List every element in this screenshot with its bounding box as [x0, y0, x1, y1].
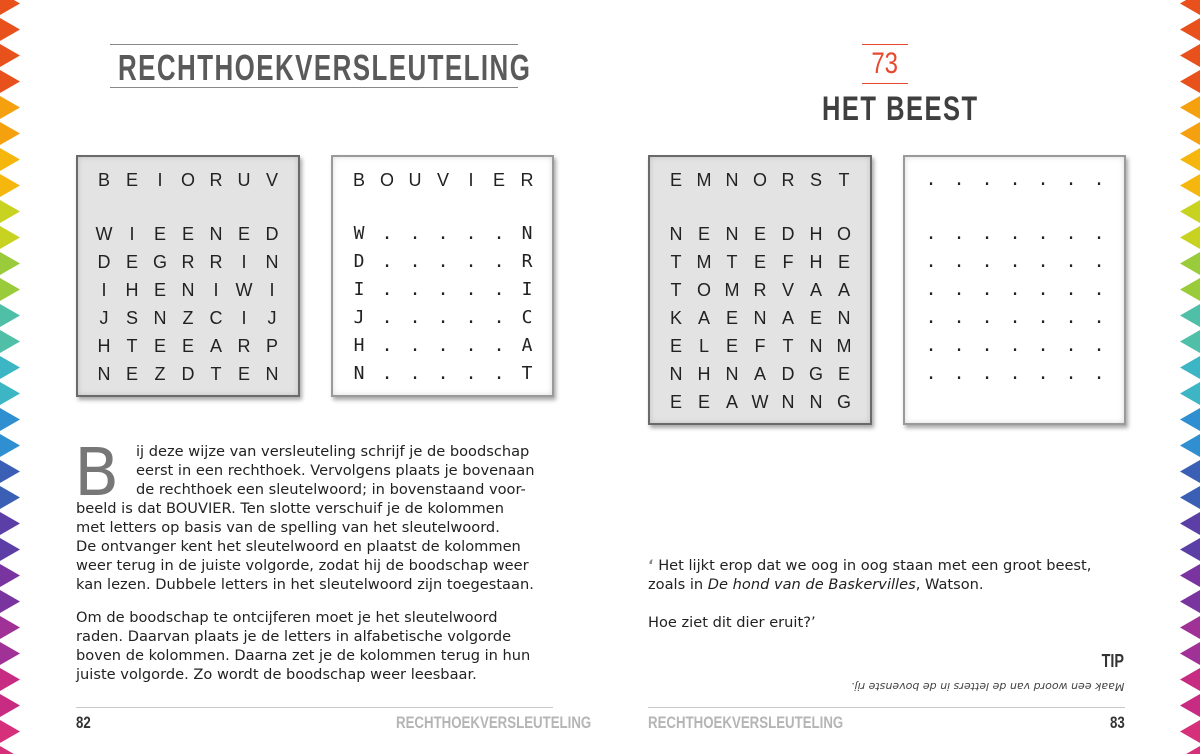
triangle-mark	[1180, 122, 1200, 145]
triangle-mark	[1180, 434, 1200, 457]
grid-letter: J	[267, 308, 277, 328]
grid-letter: G	[808, 364, 823, 384]
triangle-mark	[1180, 616, 1200, 639]
puzzle-title: HET BEEST	[822, 90, 979, 128]
example-sorted-grid	[76, 155, 300, 397]
grid-letter: A	[209, 336, 222, 356]
triangle-mark	[1180, 538, 1200, 561]
decorative-triangle-stripe-right	[1180, 0, 1200, 754]
grid-letter: A	[753, 364, 766, 384]
grid-row: .......	[925, 363, 1122, 384]
grid-letter: V	[436, 170, 449, 190]
page-number-right: 83	[1110, 713, 1125, 732]
grid-letter: H	[809, 252, 823, 272]
triangle-mark	[0, 616, 20, 639]
triangle-mark	[0, 278, 20, 301]
book-title: De hond van de Baskervilles	[707, 576, 916, 593]
grid-letter: A	[725, 392, 738, 412]
grid-letter: R	[781, 170, 795, 190]
grid-letter: N	[809, 392, 823, 412]
triangle-mark	[1180, 96, 1200, 119]
grid-letter: A	[697, 308, 710, 328]
text-line: ij deze wijze van versleuteling schrijf je de boodschap	[136, 443, 530, 460]
grid-letter: P	[265, 336, 278, 356]
grid-letter: E	[125, 170, 138, 190]
triangle-mark	[1180, 148, 1200, 171]
triangle-mark	[0, 408, 20, 431]
grid-letter: J	[99, 308, 109, 328]
question: Hoe ziet dit dier eruit?’	[648, 614, 816, 631]
grid-letter: E	[697, 224, 710, 244]
grid-letter: N	[837, 308, 851, 328]
triangle-mark	[1180, 382, 1200, 405]
triangle-mark	[0, 70, 20, 93]
triangle-mark	[0, 720, 20, 743]
quote-line: Het lijkt erop dat we oog in oog staan met een groot beest,	[658, 557, 1092, 574]
chapter-title	[110, 44, 532, 88]
grid-letter: W	[235, 280, 253, 300]
grid-row: D.....R	[353, 251, 550, 272]
triangle-mark	[0, 174, 20, 197]
grid-letter: N	[669, 224, 683, 244]
triangle-mark	[1180, 720, 1200, 743]
text-line: boven de kolommen. Daarna zet je de kolommen terug in hun	[76, 647, 531, 664]
grid-letter: I	[101, 280, 107, 300]
grid-letter: V	[781, 280, 794, 300]
grid-letter: N	[781, 392, 795, 412]
grid-letter: E	[725, 308, 738, 328]
triangle-mark	[1180, 590, 1200, 613]
triangle-mark	[0, 226, 20, 249]
grid-letter: D	[781, 364, 795, 384]
triangle-mark	[0, 18, 20, 41]
grid-letter: E	[153, 280, 166, 300]
text-line: Om de boodschap te ontcijferen moet je het sleutelwoord	[76, 609, 498, 626]
drop-cap: B	[74, 434, 120, 511]
quote	[648, 556, 1091, 632]
triangle-mark	[0, 330, 20, 353]
grid-letter: R	[209, 252, 223, 272]
grid-letter: E	[753, 224, 766, 244]
grid-letter: E	[753, 252, 766, 272]
triangle-mark	[1180, 694, 1200, 717]
triangle-mark	[0, 0, 20, 15]
intro-paragraph-indented	[136, 442, 534, 499]
text-line: kan lezen. Dubbele letters in het sleutelwoord zijn toegestaan.	[76, 576, 534, 593]
grid-row: H.....A	[353, 335, 550, 356]
grid-letter: B	[352, 170, 365, 190]
grid-letter: L	[698, 336, 709, 356]
triangle-mark	[0, 564, 20, 587]
grid-letter: N	[669, 364, 683, 384]
grid-row: J.....C	[353, 307, 550, 328]
triangle-mark	[1180, 564, 1200, 587]
grid-letter: O	[752, 170, 767, 190]
grid-letter: S	[125, 308, 138, 328]
grid-letter: A	[809, 280, 822, 300]
grid-letter: E	[697, 392, 710, 412]
grid-letter: R	[753, 280, 767, 300]
decrypt-paragraph	[76, 608, 530, 684]
grid-letter: I	[468, 170, 474, 190]
grid-letter: N	[753, 308, 767, 328]
grid-letter: G	[836, 392, 851, 412]
grid-row: N.....T	[353, 363, 550, 384]
running-title-right: RECHTHOEKVERSLEUTELING	[648, 713, 844, 732]
triangle-mark	[1180, 642, 1200, 665]
grid-letter: N	[265, 252, 279, 272]
triangle-mark	[0, 512, 20, 535]
grid-row: .......	[925, 335, 1122, 356]
grid-row: .......	[925, 223, 1122, 244]
footer-divider	[648, 707, 1125, 708]
grid-letter: O	[180, 170, 195, 190]
grid-letter: D	[781, 224, 795, 244]
grid-letter: Z	[154, 364, 166, 384]
grid-letter: M	[836, 336, 852, 356]
grid-letter: I	[269, 280, 275, 300]
grid-letter: E	[492, 170, 505, 190]
grid-letter: N	[265, 364, 279, 384]
grid-letter: E	[181, 336, 194, 356]
grid-letter: D	[97, 252, 111, 272]
triangle-mark	[0, 200, 20, 223]
tip-label: TIP	[1101, 651, 1124, 671]
grid-letter: R	[237, 336, 251, 356]
running-title-left: RECHTHOEKVERSLEUTELING	[396, 713, 592, 732]
grid-letter: N	[725, 170, 739, 190]
triangle-mark	[1180, 460, 1200, 483]
text-line: weer terug in de juiste volgorde, zodat hij de boodschap weer	[76, 557, 529, 574]
triangle-mark	[0, 590, 20, 613]
grid-row: .......	[925, 251, 1122, 272]
grid-letter: S	[809, 170, 822, 190]
triangle-mark	[0, 746, 20, 754]
grid-letter: T	[210, 364, 222, 384]
grid-letter: D	[265, 224, 279, 244]
grid-letter: I	[241, 252, 247, 272]
triangle-mark	[1180, 200, 1200, 223]
grid-letter: W	[95, 224, 113, 244]
grid-letter: E	[153, 336, 166, 356]
grid-letter: M	[696, 252, 712, 272]
grid-letter: O	[836, 224, 851, 244]
triangle-mark	[0, 96, 20, 119]
text-line: met letters op basis van de spelling van het sleutelwoord.	[76, 519, 500, 536]
triangle-mark	[0, 642, 20, 665]
grid-letter: C	[209, 308, 223, 328]
grid-row: W.....N	[353, 223, 550, 244]
grid-letter: N	[209, 224, 223, 244]
text-line: beeld is dat BOUVIER. Ten slotte verschuif je de kolommen	[76, 500, 504, 517]
grid-letter: Z	[182, 308, 194, 328]
grid-row: .......	[925, 307, 1122, 328]
quote-line: zoals in	[648, 576, 708, 593]
triangle-mark	[1180, 330, 1200, 353]
grid-letter: I	[157, 170, 163, 190]
triangle-mark	[0, 122, 20, 145]
text-line: De ontvanger kent het sleutelwoord en plaatst de kolommen	[76, 538, 521, 555]
grid-letter: R	[181, 252, 195, 272]
grid-letter: N	[725, 224, 739, 244]
grid-letter: E	[725, 336, 738, 356]
grid-letter: F	[754, 336, 766, 356]
grid-row: I.....I	[353, 279, 550, 300]
triangle-mark	[1180, 512, 1200, 535]
footer-divider	[76, 707, 553, 708]
decorative-triangle-stripe-left	[0, 0, 20, 754]
triangle-mark	[1180, 746, 1200, 754]
quote-line: , Watson.	[915, 576, 984, 593]
quote-mark-icon: ‘	[648, 557, 654, 574]
example-keyword-grid	[331, 155, 554, 397]
triangle-mark	[1180, 408, 1200, 431]
grid-letter: H	[809, 224, 823, 244]
grid-letter: W	[751, 392, 769, 412]
grid-letter: T	[670, 280, 682, 300]
grid-letter: M	[696, 170, 712, 190]
grid-row: .......	[925, 279, 1122, 300]
grid-letter: N	[809, 336, 823, 356]
triangle-mark	[0, 694, 20, 717]
triangle-mark	[0, 460, 20, 483]
grid-letter: R	[209, 170, 223, 190]
grid-letter: T	[670, 252, 682, 272]
text-line: juiste volgorde. Zo wordt de boodschap weer leesbaar.	[76, 666, 477, 683]
grid-letter: N	[725, 364, 739, 384]
triangle-mark	[0, 486, 20, 509]
triangle-mark	[0, 148, 20, 171]
grid-letter: B	[97, 170, 110, 190]
triangle-mark	[0, 382, 20, 405]
grid-letter: E	[669, 392, 682, 412]
triangle-mark	[1180, 252, 1200, 275]
grid-letter: T	[726, 252, 738, 272]
triangle-mark	[1180, 304, 1200, 327]
grid-letter: A	[837, 280, 850, 300]
text-line: eerst in een rechthoek. Vervolgens plaats je bovenaan	[136, 462, 535, 479]
tip-text-upside-down: Maak een woord van de letters in de bovenste rij.	[850, 680, 1124, 693]
grid-letter: T	[838, 170, 850, 190]
triangle-mark	[1180, 70, 1200, 93]
grid-letter: H	[125, 280, 139, 300]
grid-letter: E	[669, 170, 682, 190]
grid-letter: E	[237, 364, 250, 384]
grid-letter: E	[153, 224, 166, 244]
page-number-left: 82	[76, 713, 91, 732]
triangle-mark	[1180, 0, 1200, 15]
grid-row: .......	[925, 169, 1122, 190]
triangle-mark	[0, 434, 20, 457]
puzzle-number: 73	[862, 44, 908, 84]
answer-grid	[903, 155, 1126, 425]
grid-letter: U	[237, 170, 251, 190]
triangle-mark	[0, 538, 20, 561]
grid-letter: R	[520, 170, 534, 190]
triangle-mark	[1180, 356, 1200, 379]
triangle-mark	[0, 44, 20, 67]
grid-letter: I	[213, 280, 219, 300]
grid-letter: E	[237, 224, 250, 244]
grid-letter: O	[696, 280, 711, 300]
puzzle-cipher-grid	[648, 155, 872, 425]
text-line: raden. Daarvan plaats je de letters in alfabetische volgorde	[76, 628, 512, 645]
text-line: de rechthoek een sleutelwoord; in bovenstaand voor-	[136, 481, 526, 498]
grid-letter: U	[408, 170, 422, 190]
grid-letter: F	[782, 252, 794, 272]
grid-letter: D	[181, 364, 195, 384]
grid-letter: E	[125, 364, 138, 384]
grid-letter: E	[837, 252, 850, 272]
triangle-mark	[1180, 18, 1200, 41]
triangle-mark	[1180, 278, 1200, 301]
grid-letter: K	[669, 308, 682, 328]
triangle-mark	[0, 356, 20, 379]
chapter-title-text: RECHTHOEKVERSLEUTELING	[118, 47, 532, 88]
triangle-mark	[1180, 486, 1200, 509]
triangle-mark	[1180, 226, 1200, 249]
grid-letter: H	[697, 364, 711, 384]
grid-letter: M	[724, 280, 740, 300]
grid-letter: E	[809, 308, 822, 328]
grid-letter: H	[97, 336, 111, 356]
grid-letter: I	[129, 224, 135, 244]
grid-letter: V	[265, 170, 278, 190]
triangle-mark	[0, 252, 20, 275]
grid-letter: O	[379, 170, 394, 190]
triangle-mark	[0, 304, 20, 327]
grid-letter: N	[153, 308, 167, 328]
grid-letter: I	[241, 308, 247, 328]
triangle-mark	[0, 668, 20, 691]
grid-letter: E	[181, 224, 194, 244]
grid-letter: N	[97, 364, 111, 384]
grid-letter: A	[781, 308, 794, 328]
grid-letter: G	[152, 252, 167, 272]
intro-paragraph	[76, 499, 534, 594]
triangle-mark	[1180, 668, 1200, 691]
grid-letter: N	[181, 280, 195, 300]
grid-letter: E	[669, 336, 682, 356]
triangle-mark	[1180, 44, 1200, 67]
grid-letter: T	[126, 336, 138, 356]
grid-letter: E	[837, 364, 850, 384]
grid-letter: E	[125, 252, 138, 272]
triangle-mark	[1180, 174, 1200, 197]
grid-letter: T	[782, 336, 794, 356]
